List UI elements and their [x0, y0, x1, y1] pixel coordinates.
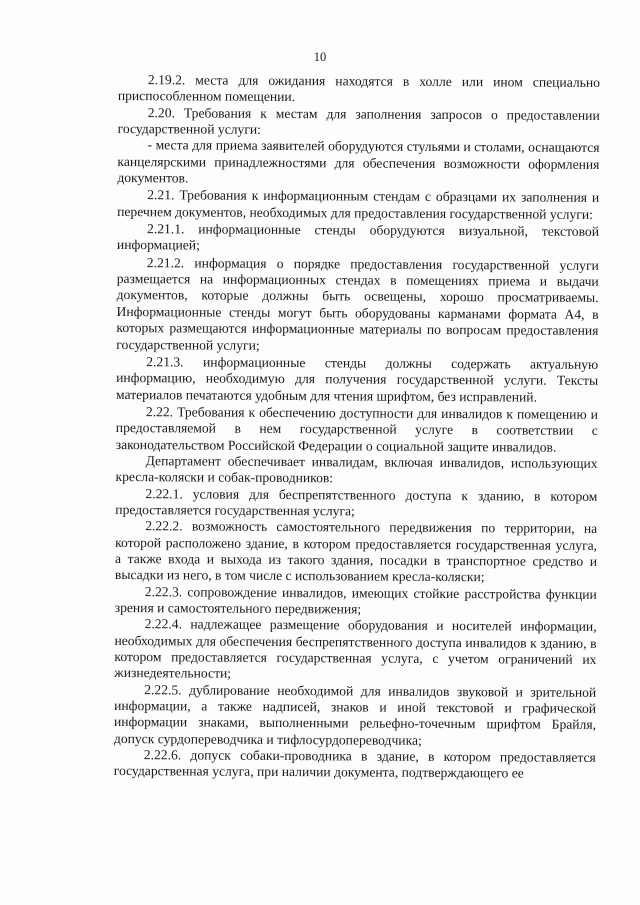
paragraph-2-19-2: 2.19.2. места для ожидания находятся в холле или ином специально приспособленном помещении.	[117, 72, 600, 105]
paragraph-2-20: 2.20. Требования к местам для заполнения запросов о предоставлении государственной услуги:	[117, 104, 600, 137]
paragraph-2-21-2: 2.21.2. информация о порядке предоставления государственной услуги размещается на информационных стендах в помещениях приема и выдачи документов, которые должны быть освещены, хорошо просматриваемы. Информационные стенды могут быть оборудованы карманами формата А4, в которых размещаются информационные материалы по вопросам предоставления государственной услуги;	[116, 254, 599, 353]
paragraph-2-22-6: 2.22.6. допуск собаки-проводника в здание, в котором предоставляется государственная услуга, при наличии документа, подтверждающего ее	[113, 747, 596, 781]
paragraph-2-21: 2.21. Требования к информационным стендам с образцами их заполнения и перечнем документов, необходимых для предоставления государственной услуги:	[117, 187, 600, 222]
paragraph-2-22-5: 2.22.5. дублирование необходимой для инвалидов звуковой и зрительной информации, а также надписей, знаков и иной текстовой и графической информации знаками, выполненными рельефно-точечным шрифтом Брайля, допуск сурдопереводчика и тифлосурдопереводчика;	[113, 681, 597, 748]
paragraph-2-22-2: 2.22.2. возможность самостоятельного передвижения по территории, на которой расположено здание, в котором предоставляется государственная услуга, а также входа и выхода из такого здания, посадки в транспортное средство и высадки из него, в том числе с использованием кресла-коляски;	[114, 518, 598, 585]
paragraph-2-22-3: 2.22.3. сопровождение инвалидов, имеющих стойкие расстройства функции зрения и самостоятельного передвижения;	[114, 583, 597, 617]
paragraph-2-22-1: 2.22.1. условия для беспрепятственного доступа к зданию, в котором предоставляется государственная услуга;	[115, 485, 598, 519]
page-number: 10	[313, 50, 327, 64]
paragraph-2-21-3: 2.21.3. информационные стенды должны содержать актуальную информацию, необходимую для получения государственной услуги. Тексты материалов печатаются удобным для чтения шрифтом, без исправлений.	[115, 354, 599, 405]
paragraph-2-22: 2.22. Требования к обеспечению доступности для инвалидов к помещению и предоставляемой в нем государственной услуге в соответствии с законодательством Российской Федерации о социальной защите инвалидов.	[115, 404, 598, 455]
paragraph-2-22-4: 2.22.4. надлежащее размещение оборудования и носителей информации, необходимых для обеспечения беспрепятственного доступа инвалидов к зданию, в котором предоставляется государственная услуга, с учетом ограничений их жизнедеятельности;	[114, 616, 597, 682]
document-body	[114, 72, 600, 783]
paragraph-2-20-items: - места для приема заявителей оборудуются стульями и столами, оснащаются канцелярскими принадлежностями для обеспечения возможности оформления документов.	[117, 137, 600, 186]
paragraph-2-21-1: 2.21.1. информационные стенды оборудуются визуальной, текстовой информацией;	[116, 221, 600, 253]
paragraph-department: Департамент обеспечивает инвалидам, включая инвалидов, использующих кресла-коляски и собак-проводников:	[115, 453, 598, 486]
